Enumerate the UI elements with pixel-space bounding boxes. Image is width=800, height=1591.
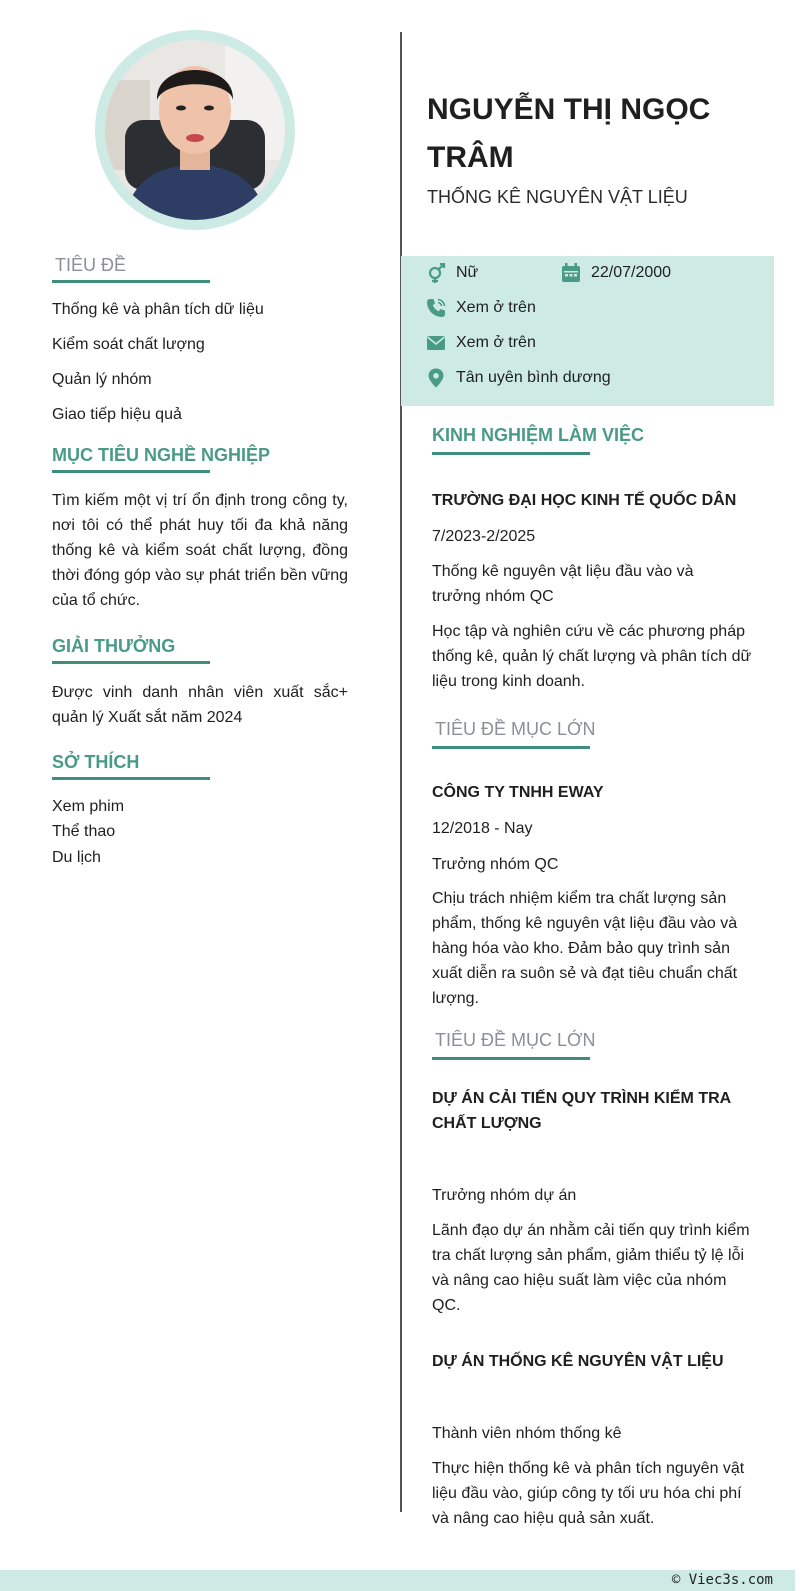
skill-item: Thống kê và phân tích dữ liệu [52,301,264,318]
project-description: Lãnh đạo dự án nhằm cải tiến quy trình kiểm tra chất lượng sản phẩm, giảm thiểu tỷ lệ lỗi và nâng cao hiệu suất làm việc của nhóm QC. [432,1222,750,1314]
address-value: Tân uyên bình dương [456,369,611,386]
hobby-item: Du lịch [52,849,101,866]
birthday-row [561,263,671,283]
awards-heading: GIẢI THƯỞNG [52,636,176,656]
skills-underline [52,280,210,283]
project-role: Trưởng nhóm dự án [432,1187,577,1204]
footer-credit: © Viec3s.com [671,1572,773,1588]
project-role: Thành viên nhóm thống kê [432,1425,622,1442]
phone-value: Xem ở trên [456,299,536,316]
objective-section [52,445,352,473]
footer-bar [0,1570,795,1591]
phone-icon [426,298,446,318]
hobbies-underline [52,777,210,780]
section2-org: CÔNG TY TNHH EWAY [432,784,604,801]
section2-role: Trưởng nhóm QC [432,856,559,873]
awards-underline [52,661,210,664]
column-divider [400,32,402,1512]
awards-text: Được vinh danh nhân viên xuất sắc+ quản lý Xuất sắt năm 2024 [52,684,348,726]
gender-value: Nữ [456,264,479,281]
project-description: Thực hiện thống kê và phân tích nguyên vật liệu đầu vào, giúp công ty tối ưu hóa chi phí và nâng cao hiệu quả sản xuất. [432,1460,745,1527]
awards-section [52,636,352,664]
section2-underline [432,746,590,749]
job-title: THỐNG KÊ NGUYÊN VẬT LIỆU [427,187,688,207]
experience-role: Thống kê nguyên vật liệu đầu vào và trưởng nhóm QC [432,563,694,605]
contact-panel [401,256,774,406]
section2-description: Chịu trách nhiệm kiểm tra chất lượng sản phẩm, thống kê nguyên vật liệu đầu vào và hàng hóa vào kho. Đảm bảo quy trình sản xuất diễn ra suôn sẻ và đạt tiêu chuẩn chất lượng. [432,890,738,1007]
section2-heading: TIÊU ĐỀ MỤC LỚN [435,719,596,739]
skill-item: Giao tiếp hiệu quả [52,406,182,423]
experience-underline [432,452,590,455]
hobbies-section [52,752,352,780]
skills-section [52,255,352,283]
project-name: DỰ ÁN THỐNG KÊ NGUYÊN VẬT LIỆU [432,1353,724,1370]
section3-underline [432,1057,590,1060]
objective-underline [52,470,210,473]
experience-org: TRƯỜNG ĐẠI HỌC KINH TẾ QUỐC DÂN [432,492,737,509]
calendar-icon [561,263,581,283]
avatar-ring [95,30,295,230]
section3-heading: TIÊU ĐỀ MỤC LỚN [435,1030,596,1050]
gender-row [426,263,478,283]
birthday-value: 22/07/2000 [591,264,672,281]
phone-row [426,298,536,318]
project-name: DỰ ÁN CẢI TIẾN QUY TRÌNH KIỂM TRA CHẤT LƯỢNG [432,1090,731,1132]
experience-description: Học tập và nghiên cứu về các phương pháp thống kê, quản lý chất lượng và phân tích dữ liệu trong kinh doanh. [432,623,752,690]
skill-item: Quản lý nhóm [52,371,152,388]
experience-period: 7/2023-2/2025 [432,528,536,545]
mail-icon [426,333,446,353]
hobby-item: Xem phim [52,798,125,815]
section2-period: 12/2018 - Nay [432,820,533,837]
address-row [426,368,611,388]
skills-heading: TIÊU ĐỀ [55,255,127,275]
hobby-item: Thể thao [52,823,116,840]
email-row [426,333,536,353]
avatar [105,40,285,220]
candidate-name: NGUYỄN THỊ NGỌC TRÂM [427,93,711,174]
experience-heading: KINH NGHIỆM LÀM VIỆC [432,425,645,445]
hobbies-heading: SỞ THÍCH [52,752,140,772]
skill-item: Kiểm soát chất lượng [52,336,205,353]
location-pin-icon [426,368,446,388]
email-value: Xem ở trên [456,334,536,351]
objective-heading: MỤC TIÊU NGHỀ NGHIỆP [52,445,271,465]
objective-text: Tìm kiếm một vị trí ổn định trong công ty, nơi tôi có thể phát huy tối đa khả năng thống kê và kiểm soát chất lượng, đồng thời đóng góp vào sự phát triển bền vững của tổ chức. [52,492,348,609]
avatar-photo [105,40,285,220]
gender-icon [426,263,446,283]
